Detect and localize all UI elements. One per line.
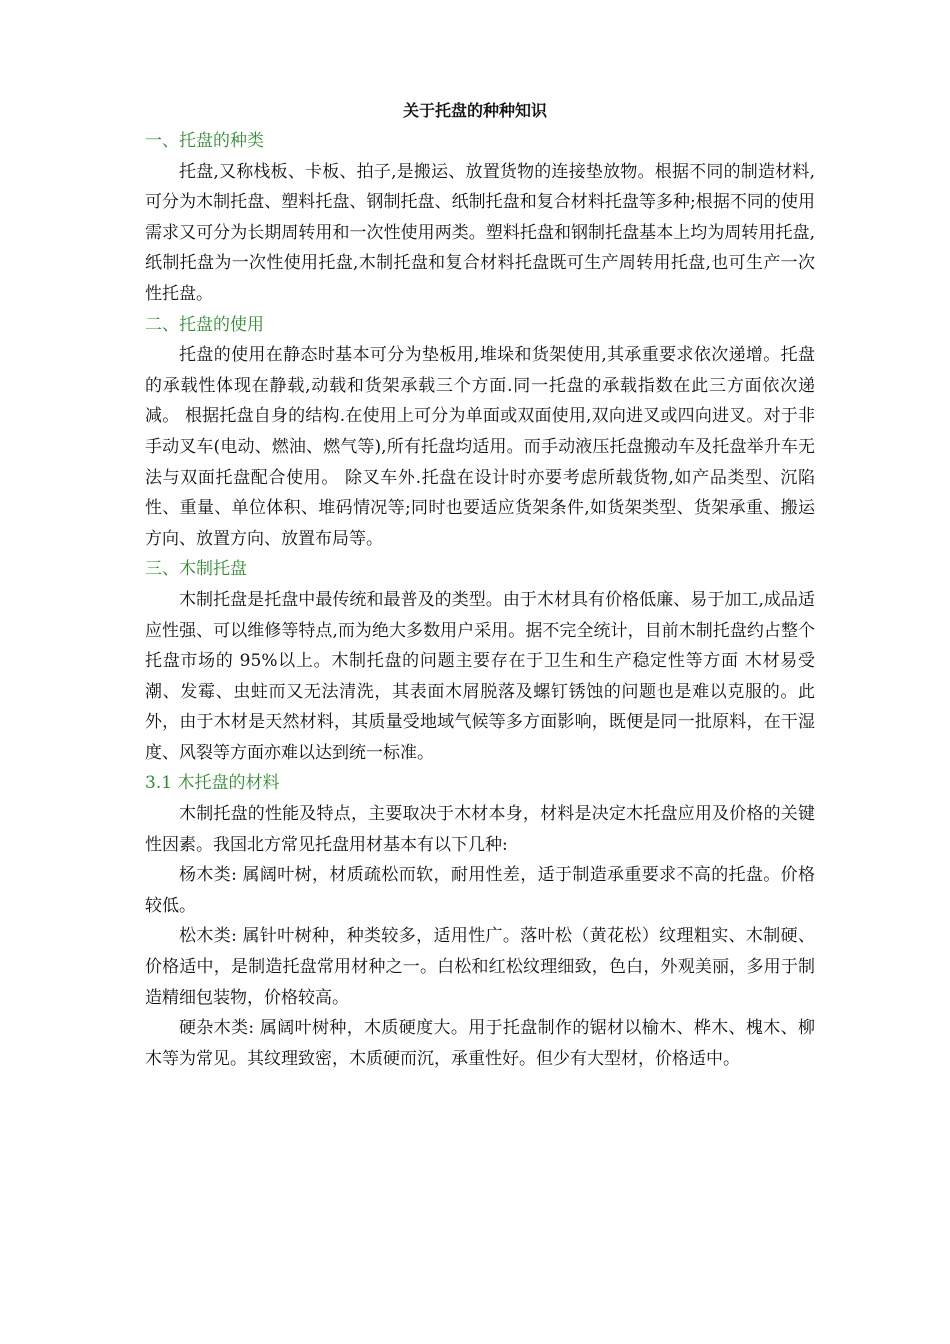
section-usage [145, 310, 815, 555]
document-title: 关于托盘的种种知识 [402, 101, 547, 120]
section-heading: 三、木制托盘 [145, 559, 247, 580]
section-heading: 3.1 木托盘的材料 [145, 773, 280, 794]
paragraph: 托盘的使用在静态时基本可分为垫板用,堆垛和货架使用,其承重要求依次递增。托盘的承载性体现在静载,动载和货架承载三个方面.同一托盘的承载指数在此三方面依次递减。 根据托盘自身的结构.在使用上可分为单面或双面使用,双向进叉或四向进叉。对于非手动叉车(电动、燃油、燃气等),所有托盘均适用。而手动液压托盘搬动车及托盘举升车无法与双面托盘配合使用。 除叉车外.托盘在设计时亦要考虑所载货物,如产品类型、沉陷性、重量、单位体积、堆码情况等;同时也要适应货架条件,如货架类型、货架承重、搬运方向、放置方向、放置布局等。 [145, 345, 815, 549]
paragraph: 木制托盘是托盘中最传统和最普及的类型。由于木材具有价格低廉、易于加工,成品适应性强、可以维修等特点,而为绝大多数用户采用。据不完全统计，目前木制托盘约占整个托盘市场的 95%以上。木制托盘的问题主要存在于卫生和生产稳定性等方面 木材易受潮、发霉、虫蛀而又无法清洗，其表面木屑脱落及螺钉锈蚀的问题也是难以克服的。此外，由于木材是天然材料，其质量受地域气候等多方面影响，既便是同一批原料，在干湿度、风裂等方面亦难以达到统一标准。 [145, 589, 815, 763]
section-wood-materials [145, 768, 815, 1074]
paragraph: 托盘,又称栈板、卡板、拍子,是搬运、放置货物的连接垫放物。根据不同的制造材料,可分为木制托盘、塑料托盘、钢制托盘、纸制托盘和复合材料托盘等多种;根据不同的使用需求又可分为长期周转用和一次性使用两类。塑料托盘和钢制托盘基本上均为周转用托盘,纸制托盘为一次性使用托盘,木制托盘和复合材料托盘既可生产周转用托盘,也可生产一次性托盘。 [145, 161, 815, 304]
paragraph-pine: 松木类: 属针叶树种，种类较多，适用性广。落叶松（黄花松）纹理粗实、木制硬、价格适中，是制造托盘常用材种之一。白松和红松纹理细致，色白，外观美丽，多用于制造精细包装物，价格较高。 [145, 926, 815, 1008]
section-wooden-pallet [145, 554, 815, 768]
section-types [145, 126, 815, 310]
paragraph: 木制托盘的性能及特点，主要取决于木材本身，材料是决定木托盘应用及价格的关键性因素。我国北方常见托盘用材基本有以下几种: [145, 804, 815, 855]
section-heading: 一、托盘的种类 [145, 131, 264, 151]
paragraph-poplar: 杨木类: 属阔叶树，材质疏松而软，耐用性差，适于制造承重要求不高的托盘。价格较低。 [145, 865, 815, 916]
paragraph-hardwood: 硬杂木类: 属阔叶树种，木质硬度大。用于托盘制作的锯材以榆木、桦木、槐木、柳木等为常见。其纹理致密，木质硬而沉，承重性好。但少有大型材，价格适中。 [145, 1018, 815, 1069]
document-body [145, 126, 815, 1074]
section-heading: 二、托盘的使用 [145, 314, 264, 335]
